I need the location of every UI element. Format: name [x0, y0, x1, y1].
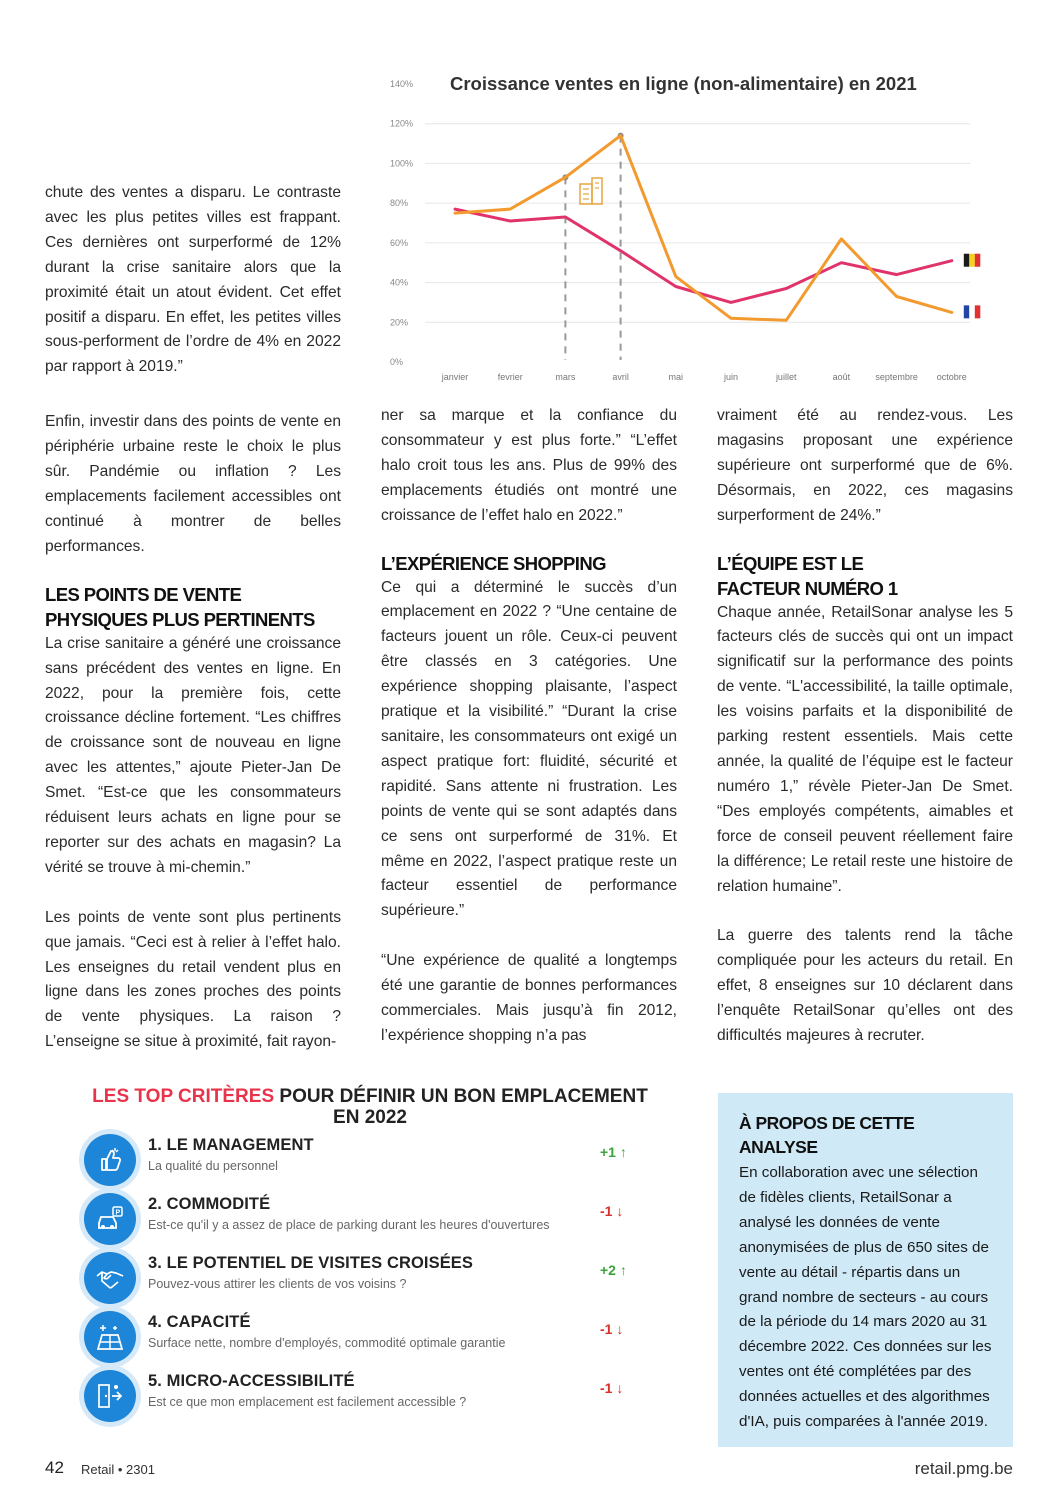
criteria-item: [84, 1250, 664, 1306]
series-line-belgium: [455, 209, 952, 302]
criteria-description: Est ce que mon emplacement est facilement accessible ?: [148, 1395, 467, 1409]
y-tick-label: 40%: [390, 277, 409, 288]
paragraph: ner sa marque et la confiance du consommateur y est plus forte.” “L’effet halo croit tous les ans. Plus de 99% des emplacements étudiés ont montré une croissance de l’effet halo en 2022.”: [381, 407, 677, 524]
x-tick-label: septembre: [875, 372, 918, 382]
criteria-description: La qualité du personnel: [148, 1159, 278, 1173]
criteria-name: 1. LE MANAGEMENT: [148, 1136, 314, 1154]
arrow-down-icon: ↓: [616, 1203, 624, 1219]
arrow-down-icon: ↓: [616, 1321, 624, 1337]
buildings-icon: [580, 178, 602, 204]
paragraph: La guerre des talents rend la tâche compliquée pour les acteurs du retail. En effet, 8 enseignes sur 10 déclarent dans l’enquête RetailSonar qu’elles ont des difficultés majeures à recruter.: [717, 927, 1013, 1045]
criteria-item: [84, 1309, 664, 1365]
paragraph: Chaque année, RetailSonar analyse les 5 facteurs clés de succès qui ont un impact significatif sur la performance des points de vente. “L'accessibilité, la taille optimale, les voisins parfaits et la disponibilité de parking restent essentiels. Mais cette année, la qualité de l’équipe est le facteur numéro 1,” révèle Pieter-Jan De Smet. “Des employés compétents, aimables et force de conseil peuvent réellement faire la différence; Le retail reste une histoire de relation humaine”.: [717, 603, 1013, 895]
arrow-up-icon: ↑: [619, 1262, 627, 1278]
flag-france-icon: [964, 305, 981, 318]
y-tick-label: 0%: [390, 357, 404, 367]
online-sales-growth-chart: [380, 62, 1020, 392]
criteria-item: [84, 1132, 664, 1188]
magazine-issue: Retail • 2301: [81, 1462, 155, 1477]
criteria-name: 5. MICRO-ACCESSIBILITÉ: [148, 1372, 355, 1390]
criteria-name: 3. LE POTENTIEL DE VISITES CROISÉES: [148, 1254, 474, 1272]
x-tick-label: août: [832, 372, 851, 382]
paragraph: Les points de vente sont plus pertinents que jamais. “Ceci est à relier à l’effet halo. Les enseignes du retail vendent plus en ligne dans les zones proches des points de vente physiques. La raison ? L’enseigne se situe à proximité, fait rayon-: [45, 908, 341, 1051]
rank-change-down: -1 ↓: [600, 1380, 624, 1396]
section-heading: LES POINTS DE VENTE PHYSIQUES PLUS PERTINENTS: [45, 583, 315, 630]
rank-change-down: -1 ↓: [600, 1321, 624, 1337]
section-heading: L’ÉQUIPE EST LE FACTEUR NUMÉRO 1: [717, 552, 898, 599]
x-tick-label: mars: [555, 372, 576, 382]
y-tick-label: 20%: [390, 317, 409, 328]
x-tick-label: juillet: [775, 372, 797, 382]
x-tick-label: octobre: [936, 372, 967, 382]
about-analysis-box: [718, 1093, 1013, 1447]
y-tick-label: 80%: [390, 198, 409, 209]
y-tick-label: 60%: [390, 237, 409, 248]
criteria-title-highlight: LES TOP CRITÈRES: [92, 1086, 275, 1107]
criteria-title-year: EN 2022: [333, 1107, 407, 1128]
svg-text:P: P: [115, 1209, 121, 1217]
article-column-3: [717, 404, 1013, 1049]
paragraph: chute des ventes a disparu. Le contraste avec les plus petites villes est frappant. Ces dernières ont surperformé de 12% durant la crise sanitaire alors que la proximité était un atout évident. Cet effet positif a disparu. En effet, les petites villes sous-performent de l’ordre de 4% en 2022 par rapport à 2019.”: [45, 184, 341, 376]
flag-belgium-icon: [964, 254, 981, 267]
about-text: En collaboration avec une sélection de fidèles clients, RetailSonar a analysé les données de vente anonymisées de plus de 650 sites de vente au détail - répartis dans un grand nombre de secteurs - au cours de la période du 14 mars 2020 au 31 décembre 2022. Ces données sur les ventes ont été complétées par des données actuelles et des algorithmes d'IA, puis comparées à l'année 2019.: [739, 1164, 992, 1431]
y-tick-label: 140%: [390, 79, 414, 89]
x-tick-label: janvier: [441, 372, 469, 382]
criteria-title: [70, 1086, 670, 1128]
chart-title: Croissance ventes en ligne (non-alimentaire) en 2021: [450, 73, 917, 94]
criteria-description: Est-ce qu'il y a assez de place de parking durant les heures d'ouvertures: [148, 1218, 550, 1232]
criteria-description: Surface nette, nombre d'employés, commodité optimale garantie: [148, 1336, 506, 1350]
y-tick-label: 120%: [390, 118, 414, 129]
paragraph: “Une expérience de qualité a longtemps été une garantie de bonnes performances commerciales. Mais jusqu’à fin 2012, l’expérience shopping n’a pas: [381, 952, 677, 1044]
rank-change-down: -1 ↓: [600, 1203, 624, 1219]
x-tick-label: fevrier: [497, 372, 523, 382]
criteria-item: [84, 1191, 664, 1247]
paragraph: vraiment été au rendez-vous. Les magasins proposant une expérience supérieure ont surperformé que de 6%. Désormais, en 2022, ces magasins surperforment de 24%.”: [717, 407, 1013, 524]
section-heading: L’EXPÉRIENCE SHOPPING: [381, 552, 606, 574]
door-access-icon: [84, 1370, 136, 1422]
handshake-icon: [84, 1252, 136, 1304]
x-tick-label: mai: [668, 372, 684, 382]
criteria-name: 2. COMMODITÉ: [148, 1195, 271, 1213]
floor-space-icon: [84, 1311, 136, 1363]
arrow-down-icon: ↓: [616, 1380, 624, 1396]
x-tick-label: juin: [723, 372, 739, 382]
article-column-1: [45, 181, 341, 1055]
rank-change-up: +1 ↑: [600, 1144, 627, 1160]
criteria-description: Pouvez-vous attirer les clients de vos voisins ?: [148, 1277, 407, 1291]
article-column-2: [381, 404, 677, 1049]
criteria-name: 4. CAPACITÉ: [148, 1313, 251, 1331]
arrow-up-icon: ↑: [619, 1144, 627, 1160]
x-tick-label: avril: [612, 372, 629, 382]
thumbs-up-icon: [84, 1134, 136, 1186]
paragraph: La crise sanitaire a généré une croissance sans précédent des ventes en ligne. En 2022, pour la première fois, cette croissance décline fortement. “Les chiffres de croissance sont de nouveau en ligne avec les attentes,” ajoute Pieter-Jan De Smet. “Est-ce que les consommateurs réduisent leurs achats en ligne pour se reporter sur des achats en magasin? La vérité se trouve à mi-chemin.”: [45, 634, 341, 876]
page-number: 42: [45, 1458, 64, 1477]
paragraph: Ce qui a déterminé le succès d’un emplacement en 2022 ? “Une centaine de facteurs jouent un rôle. Ceux-ci peuvent être classés en 3 catégories. Une expérience shopping plaisante, l’aspect pratique et la visibilité.” “Durant la crise sanitaire, les consommateurs ont exigé un aspect pratique fort: fluidité, sécurité et rapidité. Sans attente ni frustration. Les points de vente qui se sont adaptés dans ce sens ont surperformé de 31%. Et même en 2022, l’aspect pratique reste un facteur essentiel de performance supérieure.”: [381, 578, 677, 920]
criteria-title-rest: POUR DÉFINIR UN BON EMPLACEMENT: [274, 1086, 648, 1107]
car-parking-icon: [84, 1193, 136, 1245]
y-tick-label: 100%: [390, 158, 414, 169]
about-title: À PROPOS DE CETTE ANALYSE: [739, 1113, 915, 1157]
criteria-item: [84, 1368, 664, 1424]
rank-change-up: +2 ↑: [600, 1262, 627, 1278]
website-link[interactable]: retail.pmg.be: [914, 1459, 1013, 1478]
paragraph: Enfin, investir dans des points de vente en périphérie urbaine reste le choix le plus sûr. Pandémie ou inflation ? Les emplacements facilement accessibles ont continué à montrer de belles performances.: [45, 413, 341, 555]
top-criteria-infographic: [70, 1080, 690, 1430]
